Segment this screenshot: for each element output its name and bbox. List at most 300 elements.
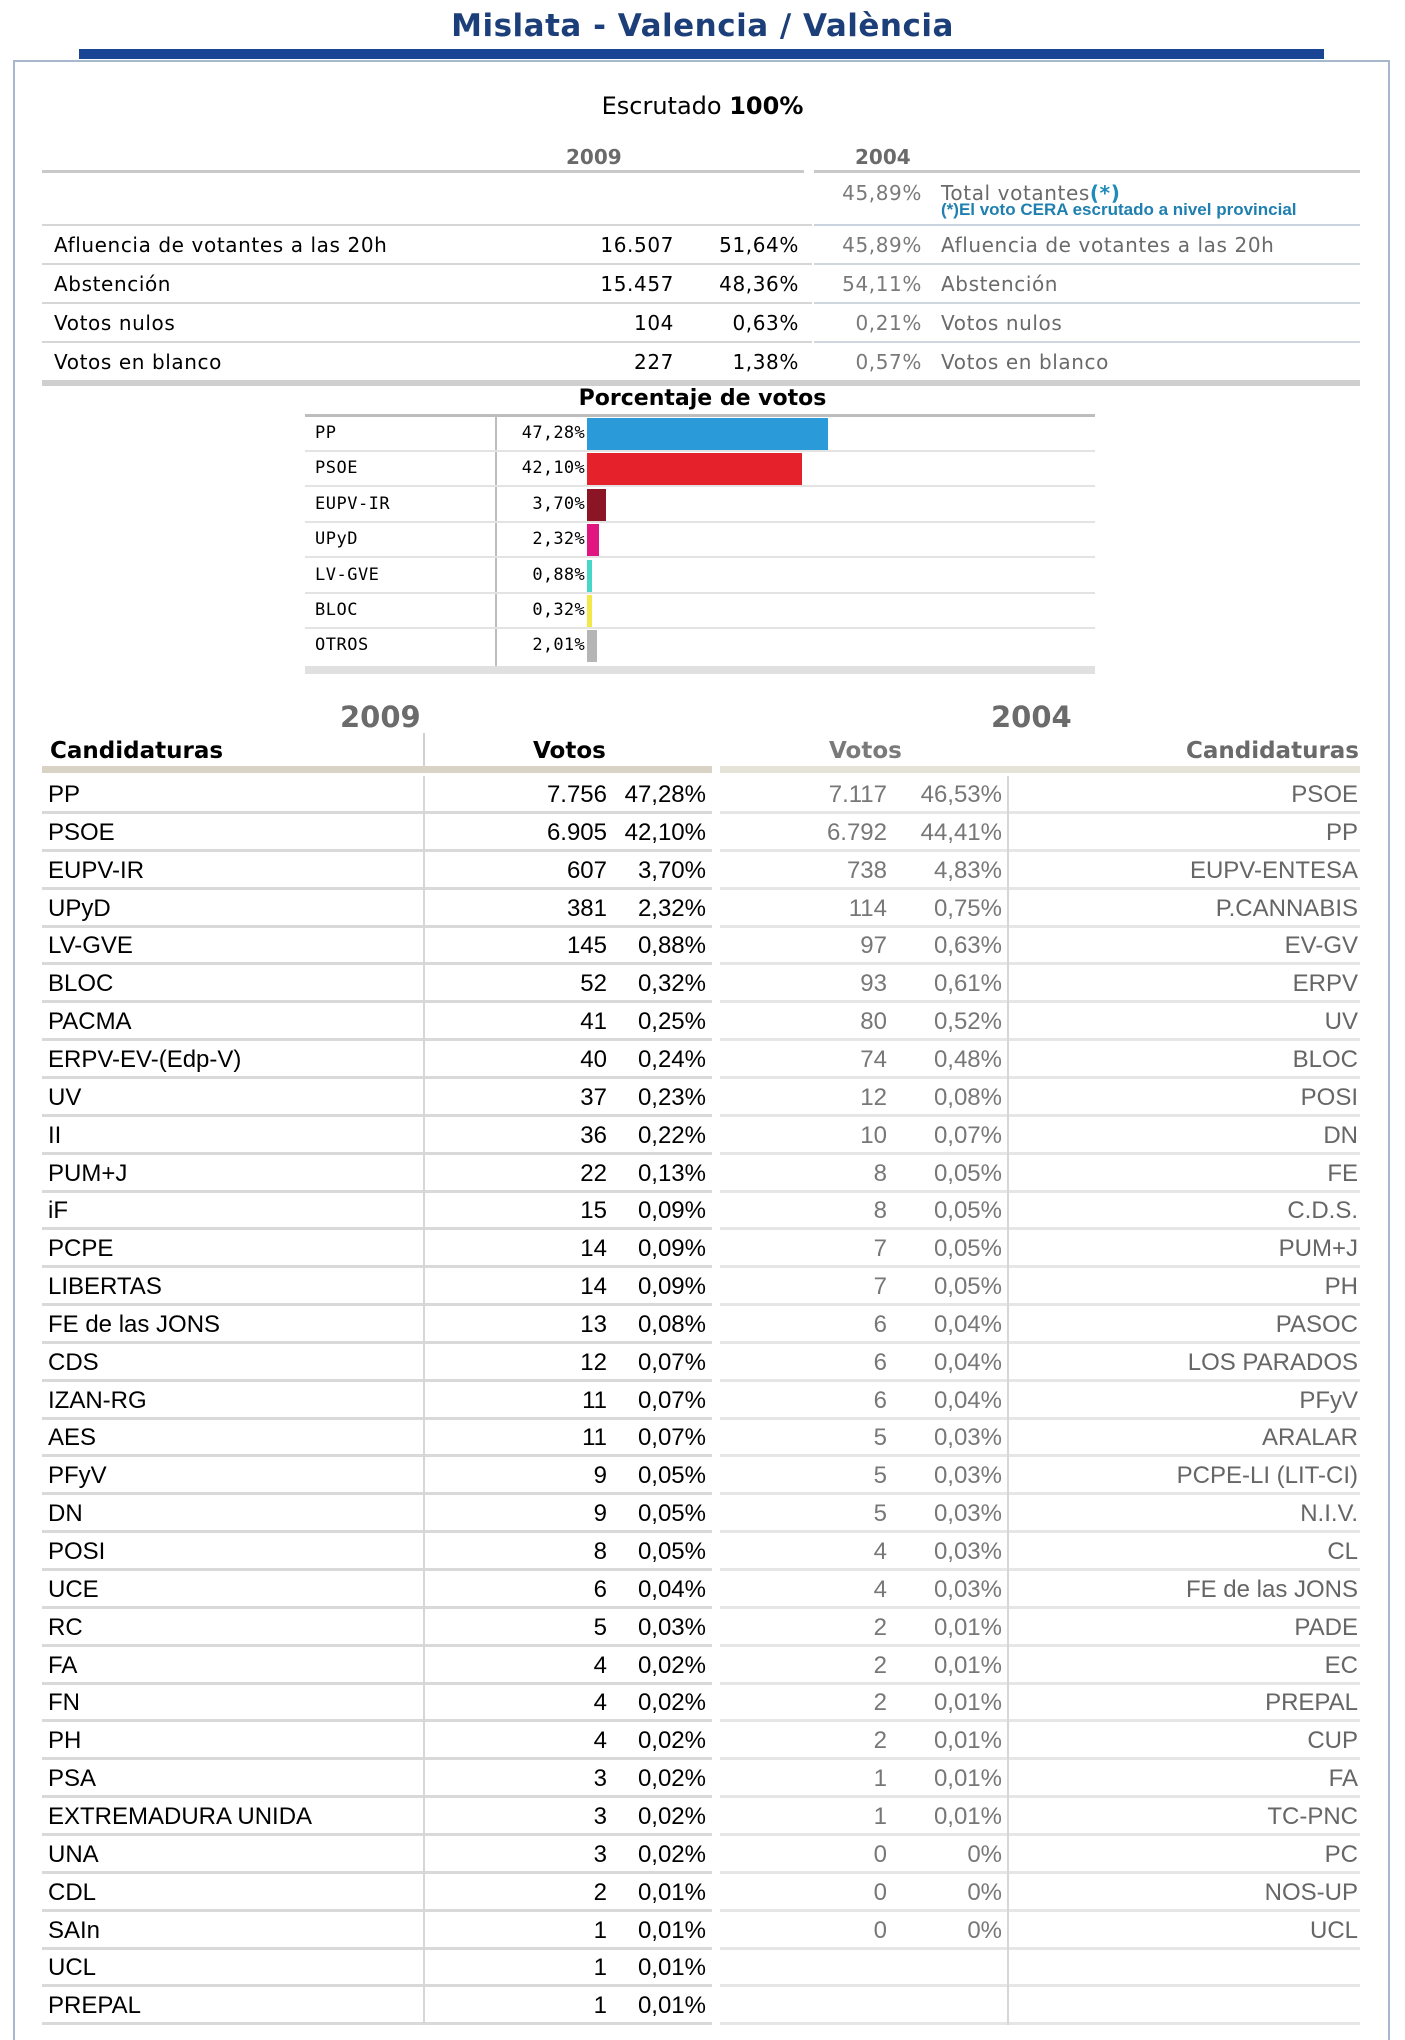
summary-row <box>42 343 1359 381</box>
party-2009: FA <box>48 1651 78 1679</box>
row-divider <box>1007 1344 1009 1382</box>
summary-row <box>42 226 1359 264</box>
pct-2004: 0,03% <box>933 1462 1002 1490</box>
chart-row <box>305 523 1095 558</box>
chart-category-label: EUPV-IR <box>315 493 391 514</box>
votes-2009: 4 <box>593 1727 607 1755</box>
votes-2009: 4 <box>593 1651 607 1679</box>
votes-2009: 15 <box>580 1197 607 1225</box>
results-year-2004: 2004 <box>991 700 1072 734</box>
row-divider <box>423 814 425 852</box>
party-2009: PP <box>48 781 81 808</box>
chart-bar <box>587 524 599 556</box>
row-divider <box>1007 1798 1009 1836</box>
party-2009: RC <box>48 1613 83 1641</box>
party-2004: PP <box>1325 818 1358 846</box>
pct-2004: 44,41% <box>920 818 1002 846</box>
row-divider <box>423 1117 425 1155</box>
escrutado-line <box>0 92 1405 120</box>
chart-category-label: UPyD <box>315 529 358 550</box>
table-row <box>42 1874 1360 1912</box>
summary-label-2004: Abstención <box>941 272 1059 296</box>
chart-value-label: 42,10% <box>521 458 585 479</box>
pct-2009: 0,02% <box>637 1727 706 1755</box>
party-2009: UCL <box>48 1954 97 1982</box>
pct-2004: 0% <box>967 1840 1002 1868</box>
votes-2004: 1 <box>873 1765 887 1793</box>
pct-2009: 0,07% <box>637 1348 706 1376</box>
party-2009: EUPV-IR <box>48 856 145 884</box>
party-2009: POSI <box>48 1538 106 1565</box>
party-2004: N.I.V. <box>1300 1500 1358 1528</box>
votes-2009: 3 <box>593 1840 607 1868</box>
total-votantes-star: (*) <box>1089 181 1121 205</box>
pct-2009: 0,01% <box>637 1992 706 2020</box>
page-title: Mislata - Valencia / València <box>451 8 954 44</box>
pct-2009: 0,05% <box>637 1538 706 1565</box>
table-row <box>42 1117 1360 1155</box>
row-divider <box>423 1533 425 1571</box>
header-underline-2009 <box>42 766 712 773</box>
votes-2009: 5 <box>593 1613 607 1641</box>
row-divider <box>1007 1495 1009 1533</box>
pct-2004: 0,04% <box>933 1348 1002 1376</box>
row-divider <box>1007 1609 1009 1647</box>
pct-2009: 0,01% <box>637 1954 706 1982</box>
party-2009: IZAN-RG <box>48 1386 147 1414</box>
votes-2009: 12 <box>580 1348 607 1376</box>
party-2004: EC <box>1324 1651 1358 1679</box>
row-divider <box>1007 1722 1009 1760</box>
row-divider <box>423 1798 425 1836</box>
party-2009: BLOC <box>48 970 114 998</box>
pct-2009: 0,05% <box>637 1500 706 1528</box>
pct-2009: 2,32% <box>637 894 706 922</box>
pct-2004: 0% <box>967 1878 1002 1906</box>
votes-2009: 8 <box>593 1538 607 1565</box>
row-divider <box>1007 1987 1009 2025</box>
row-divider <box>1007 1912 1009 1950</box>
votes-2009: 607 <box>566 856 607 884</box>
table-row <box>42 852 1360 890</box>
party-2009: UPyD <box>48 894 111 922</box>
row-divider <box>423 1912 425 1950</box>
summary-pct-2009: 51,64% <box>719 233 799 257</box>
chart-row <box>305 452 1095 487</box>
party-2009: UNA <box>48 1840 99 1868</box>
party-2004: CL <box>1327 1538 1358 1565</box>
summary-header-line-left <box>42 170 804 173</box>
escrutado-value: 100% <box>729 92 804 120</box>
row-divider <box>42 2022 712 2025</box>
table-row <box>42 1571 1360 1609</box>
votes-2004: 93 <box>860 970 887 998</box>
votes-2004: 0 <box>873 1878 887 1906</box>
party-2009: PFyV <box>48 1462 107 1490</box>
pct-2009: 47,28% <box>624 781 706 808</box>
votes-2009: 7.756 <box>546 781 607 808</box>
pct-2004: 0,01% <box>933 1765 1002 1793</box>
summary-header-line-right <box>814 170 1360 173</box>
row-divider <box>1007 1457 1009 1495</box>
vote-percentage-chart <box>305 412 1095 674</box>
votes-2004: 6.792 <box>826 818 887 846</box>
votes-2004: 6 <box>873 1348 887 1376</box>
votes-2004: 738 <box>846 856 887 884</box>
summary-pct-2009: 1,38% <box>732 350 799 374</box>
chart-bar <box>587 560 592 592</box>
pct-2004: 0,05% <box>933 1197 1002 1225</box>
pct-2009: 0,25% <box>637 1008 706 1036</box>
party-2004: EUPV-ENTESA <box>1189 856 1358 884</box>
party-2009: FE de las JONS <box>48 1310 221 1338</box>
summary-pct-2004: 54,11% <box>842 272 922 296</box>
row-divider <box>423 1155 425 1193</box>
pct-2004: 0,03% <box>933 1500 1002 1528</box>
pct-2009: 0,07% <box>637 1386 706 1414</box>
table-row <box>42 1230 1360 1268</box>
votes-2009: 1 <box>593 1992 607 2020</box>
row-divider <box>423 890 425 928</box>
chart-bar <box>587 595 592 627</box>
row-divider <box>1007 1419 1009 1457</box>
row-divider <box>1007 1003 1009 1041</box>
party-2004: EV-GV <box>1284 932 1358 960</box>
table-row <box>42 814 1360 852</box>
pct-2009: 3,70% <box>637 856 706 884</box>
pct-2009: 0,02% <box>637 1765 706 1793</box>
summary-votes-2009: 16.507 <box>600 233 674 257</box>
header-candidaturas-2004: Candidaturas <box>1185 738 1359 764</box>
pct-2004: 0,01% <box>933 1613 1002 1641</box>
pct-2009: 0,08% <box>637 1310 706 1338</box>
summary-row <box>42 304 1359 342</box>
row-divider <box>1007 1949 1009 1987</box>
row-divider <box>423 776 425 814</box>
table-row <box>42 927 1360 965</box>
votes-2009: 9 <box>593 1462 607 1490</box>
summary-year-2009: 2009 <box>566 145 622 169</box>
row-divider <box>423 1609 425 1647</box>
votes-2009: 14 <box>580 1235 607 1263</box>
party-2009: LIBERTAS <box>48 1273 162 1301</box>
votes-2004: 8 <box>873 1197 887 1225</box>
chart-bar <box>587 418 828 450</box>
row-divider <box>1007 1155 1009 1193</box>
party-2004: DN <box>1323 1121 1358 1149</box>
summary-pct-2009: 48,36% <box>719 272 799 296</box>
pct-2004: 0% <box>967 1916 1002 1944</box>
votes-2009: 36 <box>580 1121 607 1149</box>
table-row <box>42 1760 1360 1798</box>
party-2004: BLOC <box>1292 1045 1358 1073</box>
votes-2004: 6 <box>873 1386 887 1414</box>
party-2009: SAIn <box>48 1916 101 1944</box>
votes-2004: 74 <box>860 1045 887 1073</box>
row-divider <box>423 1457 425 1495</box>
votes-2009: 13 <box>580 1310 607 1338</box>
party-2009: PREPAL <box>48 1992 141 2020</box>
pct-2004: 0,63% <box>933 932 1002 960</box>
pct-2009: 0,02% <box>637 1840 706 1868</box>
row-divider <box>423 965 425 1003</box>
pct-2004: 0,01% <box>933 1651 1002 1679</box>
votes-2009: 381 <box>566 894 607 922</box>
pct-2009: 0,32% <box>637 970 706 998</box>
summary-pct-2009: 0,63% <box>732 311 799 335</box>
votes-2004: 4 <box>873 1538 887 1565</box>
party-2004: PADE <box>1294 1613 1358 1641</box>
party-2004: ERPV <box>1292 970 1358 998</box>
row-divider <box>1007 890 1009 928</box>
pct-2009: 0,02% <box>637 1689 706 1717</box>
summary-votes-2009: 227 <box>634 350 674 374</box>
row-divider <box>423 1041 425 1079</box>
party-2004: PASOC <box>1275 1310 1358 1338</box>
party-2009: PSOE <box>48 818 115 846</box>
row-divider <box>1007 927 1009 965</box>
row-divider <box>1007 965 1009 1003</box>
row-divider <box>423 1722 425 1760</box>
pct-2004: 0,03% <box>933 1538 1002 1565</box>
votes-2004: 10 <box>860 1121 887 1149</box>
row-divider <box>1007 1306 1009 1344</box>
party-2009: CDL <box>48 1878 97 1906</box>
votes-2009: 11 <box>582 1386 607 1414</box>
party-2004: FA <box>1328 1765 1358 1793</box>
row-divider <box>1007 776 1009 814</box>
pct-2004: 0,04% <box>933 1310 1002 1338</box>
row-divider <box>1007 1230 1009 1268</box>
party-2004: PREPAL <box>1265 1689 1358 1717</box>
votes-2004: 5 <box>873 1500 887 1528</box>
row-divider <box>423 1192 425 1230</box>
row-divider <box>423 1571 425 1609</box>
pct-2004: 0,03% <box>933 1575 1002 1603</box>
pct-2004: 0,48% <box>933 1045 1002 1073</box>
party-2009: II <box>48 1121 62 1149</box>
pct-2009: 0,07% <box>637 1424 706 1452</box>
votes-2009: 145 <box>566 932 607 960</box>
row-divider <box>1007 852 1009 890</box>
votes-2004: 7 <box>873 1235 887 1263</box>
votes-2004: 2 <box>873 1651 887 1679</box>
row-divider <box>1007 1382 1009 1420</box>
party-2004: NOS-UP <box>1264 1878 1358 1906</box>
chart-row <box>305 559 1095 594</box>
party-2004: LOS PARADOS <box>1187 1348 1358 1376</box>
votes-2004: 7.117 <box>828 781 887 808</box>
party-2009: AES <box>48 1424 97 1452</box>
row-divider <box>423 1949 425 1987</box>
total-votantes-2004-pct: 45,89% <box>842 181 922 205</box>
party-2009: FN <box>48 1689 80 1717</box>
pct-2004: 0,03% <box>933 1424 1002 1452</box>
pct-2004: 0,61% <box>933 970 1002 998</box>
row-divider <box>423 1874 425 1912</box>
party-2009: PH <box>48 1727 82 1755</box>
header-underline-2004 <box>720 766 1360 773</box>
pct-2009: 0,23% <box>637 1083 706 1111</box>
votes-2009: 41 <box>580 1008 607 1036</box>
chart-category-label: OTROS <box>315 635 369 656</box>
table-row <box>42 1722 1360 1760</box>
table-row <box>42 1495 1360 1533</box>
summary-row <box>42 265 1359 303</box>
votes-2009: 11 <box>582 1424 607 1452</box>
party-2009: iF <box>48 1197 68 1225</box>
summary-label-2004: Votos nulos <box>941 311 1063 335</box>
row-divider <box>1007 1533 1009 1571</box>
party-2009: UV <box>48 1083 82 1111</box>
row-divider <box>1007 1874 1009 1912</box>
row-divider <box>423 1344 425 1382</box>
row-divider <box>423 1003 425 1041</box>
table-row <box>42 1155 1360 1193</box>
pct-2009: 42,10% <box>624 818 706 846</box>
header-votos-2009: Votos <box>533 738 606 764</box>
table-row <box>42 1382 1360 1420</box>
party-2004: PFyV <box>1299 1386 1358 1414</box>
summary-votes-2009: 104 <box>634 311 674 335</box>
row-divider <box>423 1647 425 1685</box>
chart-bar <box>587 489 606 521</box>
row-divider <box>423 1987 425 2025</box>
summary-label: Abstención <box>54 272 172 296</box>
chart-category-label: PP <box>315 423 337 443</box>
table-row <box>42 1419 1360 1457</box>
pct-2004: 0,01% <box>933 1727 1002 1755</box>
results-year-2009: 2009 <box>340 700 421 734</box>
pct-2009: 0,09% <box>637 1235 706 1263</box>
party-2004: FE de las JONS <box>1185 1575 1358 1603</box>
table-row <box>42 1079 1360 1117</box>
votes-2004: 4 <box>873 1575 887 1603</box>
pct-2004: 0,08% <box>933 1083 1002 1111</box>
votes-2004: 12 <box>860 1083 887 1111</box>
party-2004: TC-PNC <box>1267 1802 1358 1830</box>
votes-2004: 8 <box>873 1159 887 1187</box>
row-divider <box>423 1079 425 1117</box>
chart-row <box>305 629 1095 664</box>
votes-2009: 9 <box>593 1500 607 1528</box>
row-divider <box>1007 1041 1009 1079</box>
table-row <box>42 776 1360 814</box>
pct-2009: 0,02% <box>637 1651 706 1679</box>
party-2009: UCE <box>48 1575 99 1603</box>
row-divider <box>1007 1836 1009 1874</box>
votes-2004: 80 <box>860 1008 887 1036</box>
table-row <box>42 1609 1360 1647</box>
party-2009: CDS <box>48 1348 99 1376</box>
chart-row <box>305 594 1095 629</box>
party-2009: LV-GVE <box>48 932 133 960</box>
row-divider <box>1007 1192 1009 1230</box>
votes-2004: 5 <box>873 1424 887 1452</box>
row-divider <box>423 1230 425 1268</box>
table-row <box>42 1647 1360 1685</box>
party-2009: PCPE <box>48 1235 114 1263</box>
votes-2009: 3 <box>593 1765 607 1793</box>
row-divider <box>1007 814 1009 852</box>
row-divider <box>1007 1079 1009 1117</box>
votes-2009: 40 <box>580 1045 607 1073</box>
votes-2004: 1 <box>873 1802 887 1830</box>
pct-2004: 0,75% <box>933 894 1002 922</box>
chart-bar <box>587 630 597 662</box>
votes-2004: 2 <box>873 1727 887 1755</box>
summary-label: Votos nulos <box>54 311 176 335</box>
chart-category-label: BLOC <box>315 600 358 620</box>
votes-2009: 4 <box>593 1689 607 1717</box>
summary-label: Afluencia de votantes a las 20h <box>54 233 388 257</box>
table-row <box>42 965 1360 1003</box>
row-divider <box>423 1760 425 1798</box>
party-2004: UCL <box>1309 1916 1358 1944</box>
pct-2009: 0,01% <box>637 1878 706 1906</box>
votes-2009: 14 <box>580 1273 607 1301</box>
header-votos-2004: Votos <box>829 738 902 764</box>
pct-2004: 0,52% <box>933 1008 1002 1036</box>
pct-2009: 0,03% <box>637 1613 706 1641</box>
pct-2009: 0,09% <box>637 1273 706 1301</box>
row-divider <box>423 1306 425 1344</box>
votes-2009: 3 <box>593 1802 607 1830</box>
votes-2009: 37 <box>580 1083 607 1111</box>
summary-label-2004: Votos en blanco <box>941 350 1109 374</box>
party-2004: POSI <box>1300 1083 1358 1111</box>
party-2004: ARALAR <box>1261 1424 1358 1452</box>
votes-2004: 6 <box>873 1310 887 1338</box>
votes-2009: 52 <box>580 970 607 998</box>
table-row <box>42 1003 1360 1041</box>
table-row <box>42 1041 1360 1079</box>
table-row <box>42 1836 1360 1874</box>
party-2009: EXTREMADURA UNIDA <box>48 1802 313 1830</box>
summary-label: Votos en blanco <box>54 350 222 374</box>
votes-2004: 2 <box>873 1613 887 1641</box>
party-2009: PSA <box>48 1765 97 1793</box>
pct-2004: 0,04% <box>933 1386 1002 1414</box>
row-divider <box>1007 1647 1009 1685</box>
votes-2009: 6.905 <box>546 818 607 846</box>
row-divider <box>423 1836 425 1874</box>
votes-2009: 1 <box>593 1954 607 1982</box>
party-2004: UV <box>1324 1008 1358 1036</box>
pct-2004: 0,01% <box>933 1689 1002 1717</box>
summary-label-2004: Afluencia de votantes a las 20h <box>941 233 1275 257</box>
chart-value-label: 0,32% <box>532 600 585 620</box>
votes-2009: 6 <box>593 1575 607 1603</box>
summary-year-2004: 2004 <box>855 145 911 169</box>
pct-2004: 0,07% <box>933 1121 1002 1149</box>
summary-votes-2009: 15.457 <box>600 272 674 296</box>
pct-2009: 0,01% <box>637 1916 706 1944</box>
party-2004: C.D.S. <box>1287 1197 1358 1225</box>
table-row <box>42 1306 1360 1344</box>
pct-2009: 0,88% <box>637 932 706 960</box>
chart-value-label: 2,32% <box>532 529 585 550</box>
pct-2009: 0,09% <box>637 1197 706 1225</box>
chart-value-label: 0,88% <box>532 564 585 585</box>
chart-title: Porcentaje de votos <box>578 386 827 411</box>
votes-2009: 22 <box>580 1159 607 1187</box>
votes-2004: 97 <box>860 932 887 960</box>
party-2004: PC <box>1324 1840 1358 1868</box>
total-votantes-text: Total votantes <box>941 181 1090 205</box>
table-row <box>42 1344 1360 1382</box>
pct-2004: 0,05% <box>933 1159 1002 1187</box>
